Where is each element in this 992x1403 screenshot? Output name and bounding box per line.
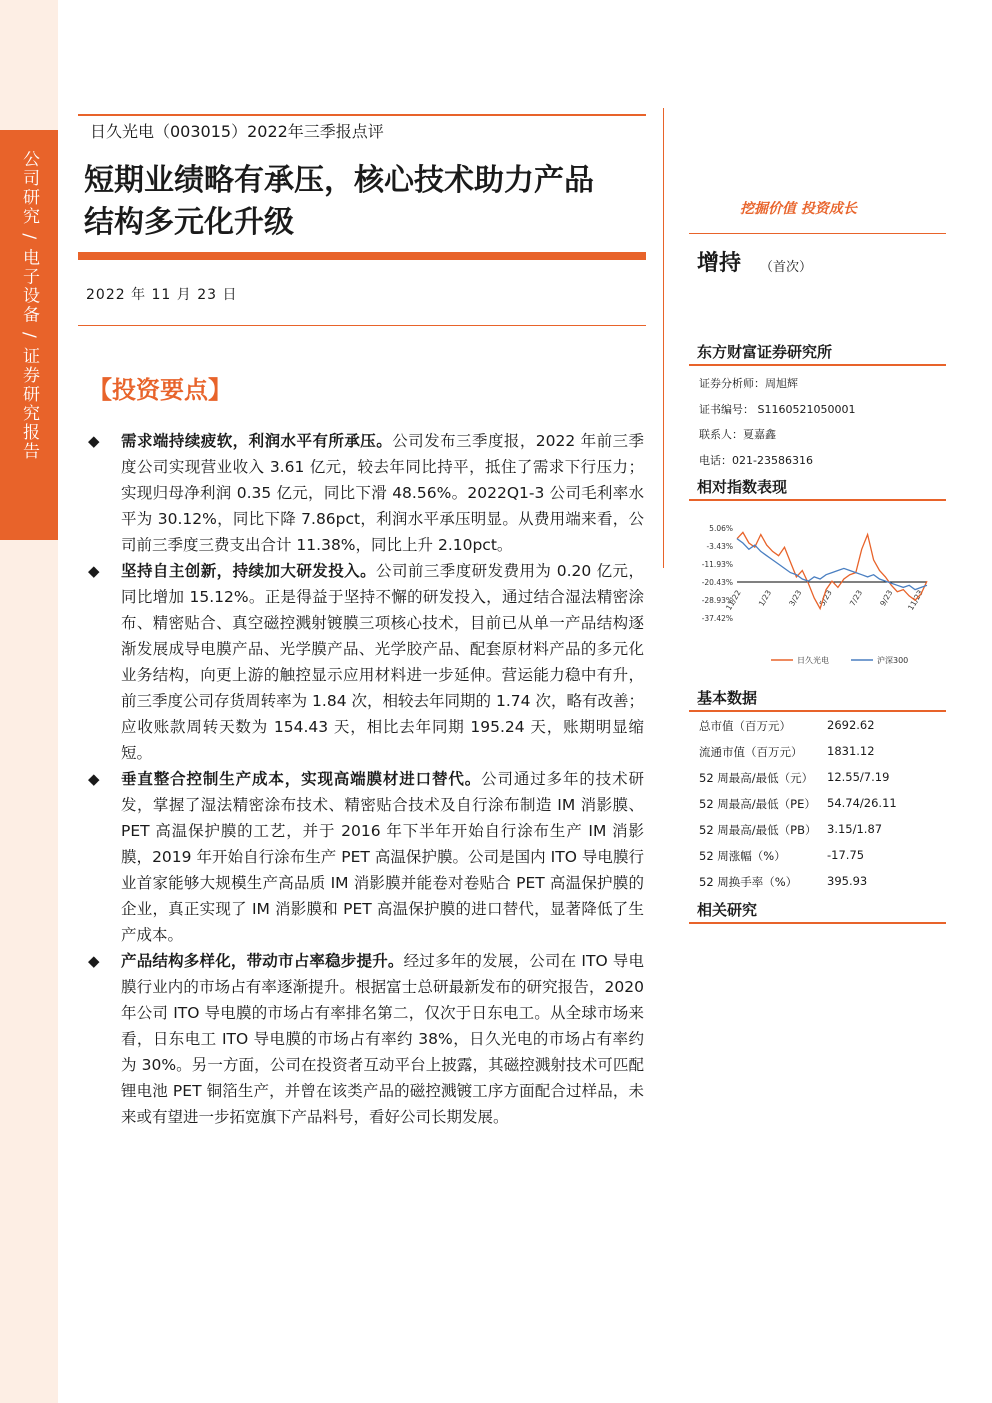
left-band [0,0,58,1403]
phone-number: 电话：021-23586316 [699,454,813,467]
metrics-table [689,713,946,895]
title-bar [78,252,646,260]
report-header-title: 日久光电（003015）2022年三季报点评 [90,122,384,141]
y-tick-label: -3.43% [706,541,733,551]
chart-heading: 相对指数表现 [689,477,946,501]
diamond-bullet-icon: ◆ [88,952,100,970]
point-lead: 坚持自主创新，持续加大研发投入。 [121,562,377,580]
investment-points [88,428,644,1130]
y-tick-label: -20.43% [701,578,733,588]
rating-note: （首次） [760,260,813,275]
table-row [689,843,946,869]
analyst-name: 证券分析师：周旭辉 [699,377,798,390]
point-text: 公司前三季度研发费用为 0.20 亿元，同比增加 15.12%。正是得益于坚持不懈的研发投入，通过结合湿法精密涂布、精密贴合、真空磁控溅射镀膜三项核心技术，目前已从单一产品结构逐渐发展成导电膜产品、光学膜产品、光学胶产品、配套原材料产品的多元化业务结构，向更上游的触控显示应用材料进一步延伸。营运能力稳中有升，前三季度公司存货周转率为 1.84 次，相较去年同期的 1.74 次，略有改善；应收账款周转天数为 154.43 天，相比去年同期 195.24 天，账期明显缩短。 [121,562,644,762]
metric-label: 总市值（百万元） [699,719,791,733]
metric-label: 52 周最高/最低（PE） [699,797,816,811]
certificate-number: 证书编号： S1160521050001 [699,403,856,416]
title-line-2: 结构多元化升级 [84,205,294,240]
x-tick-label: 11/23 [906,588,925,612]
related-research-heading: 相关研究 [689,900,946,924]
metric-value: 54.74/26.11 [827,796,897,810]
slogan: 挖掘价值 投资成长 [740,201,857,217]
table-row [689,791,946,817]
metric-label: 52 周最高/最低（元） [699,771,814,785]
metrics-heading: 基本数据 [689,688,946,712]
rating: 增持 [697,251,742,276]
table-row [689,713,946,739]
y-tick-label: -11.93% [701,559,733,569]
chart-svg [689,514,946,674]
diamond-bullet-icon: ◆ [88,562,100,580]
list-item [88,948,644,1130]
column-divider [663,108,664,568]
point-text: 公司通过多年的技术研发，掌握了湿法精密涂布技术、精密贴合技术及自行涂布制造 IM 消影膜、PET 高温保护膜的工艺，并于 2016 年下半年开始自行涂布生产 IM 消影膜，2019 年开始自行涂布生产 PET 高温保护膜。公司是国内 ITO 导电膜行业首家能够大规模生产高品质 IM 消影膜并能卷对卷贴合 PET 高温保护膜的企业，真正实现了 IM 消影膜和 PET 高温保护膜的进口替代，显著降低了生产成本。 [121,770,644,944]
table-row [689,765,946,791]
list-item [88,558,644,766]
relative-index-chart [689,514,946,674]
metric-label: 52 周换手率（%） [699,875,798,889]
x-tick-label: 3/23 [787,588,804,608]
contact-name: 联系人：夏嘉鑫 [699,428,776,441]
x-tick-label: 7/23 [847,588,865,608]
point-lead: 垂直整合控制生产成本，实现高端膜材进口替代。 [121,770,482,788]
metric-label: 52 周最高/最低（PB） [699,823,817,837]
metric-value: 12.55/7.19 [827,770,890,784]
point-text: 经过多年的发展，公司在 ITO 导电膜行业内的市场占有率逐渐提升。根据富士总研最新发布的研究报告，2020 年公司 ITO 导电膜的市场占有率排名第二，仅次于日东电工。从全球市场来看，日东电工 ITO 导电膜的市场占有率约 38%，日久光电的市场占有率约为 30%。另一方面，公司在投资者互动平台上披露，其磁控溅射技术可匹配锂电池 PET 铜箔生产，并曾在该类产品的磁控溅镀工序方面配合过样品，未来或有望进一步拓宽旗下产品料号，看好公司长期发展。 [121,952,644,1126]
report-date: 2022 年 11 月 23 日 [86,287,238,303]
legend-label: 沪深300 [877,656,909,665]
table-row [689,869,946,895]
table-row [689,739,946,765]
legend-label: 日久光电 [797,656,829,665]
metric-label: 流通市值（百万元） [699,745,803,759]
header-rule [78,114,646,116]
x-tick-label: 9/23 [878,588,895,608]
x-tick-label: 5/23 [817,588,834,608]
category-label: 公司研究 / 电子设备 / 证券研究报告 [19,150,39,462]
diamond-bullet-icon: ◆ [88,432,100,450]
title-line-1: 短期业绩略有承压，核心技术助力产品 [84,163,594,198]
metric-value: 2692.62 [827,718,875,732]
y-tick-label: -37.42% [701,614,733,623]
list-item [88,428,644,558]
list-item [88,766,644,948]
metric-label: 52 周涨幅（%） [699,849,786,863]
y-tick-label: 5.06% [709,524,733,533]
x-tick-label: 1/23 [756,588,774,608]
date-rule [78,325,646,326]
diamond-bullet-icon: ◆ [88,770,100,788]
table-row [689,817,946,843]
x-tick-label: 11/22 [724,588,743,612]
institute-heading: 东方财富证券研究所 [689,342,946,366]
section-heading: 【投资要点】 [88,376,232,404]
page-title [84,160,644,244]
slogan-rule [689,233,946,234]
metric-value: 1831.12 [827,744,875,758]
metric-value: -17.75 [827,848,865,862]
metric-value: 3.15/1.87 [827,822,883,836]
y-tick-label: -28.93% [701,596,733,606]
metric-value: 395.93 [827,874,868,888]
point-text: 公司发布三季度报，2022 年前三季度公司实现营业收入 3.61 亿元，较去年同比持平，抵住了需求下行压力；实现归母净利润 0.35 亿元，同比下滑 48.56%。2022Q1-3 公司毛利率水平为 30.12%，同比下降 7.86pct，利润水平承压明显。从费用端来看，公司前三季度三费支出合计 11.38%，同比上升 2.10pct。 [121,432,644,554]
point-lead: 需求端持续疲软，利润水平有所承压。 [121,432,393,450]
point-lead: 产品结构多样化，带动市占率稳步提升。 [121,952,404,970]
